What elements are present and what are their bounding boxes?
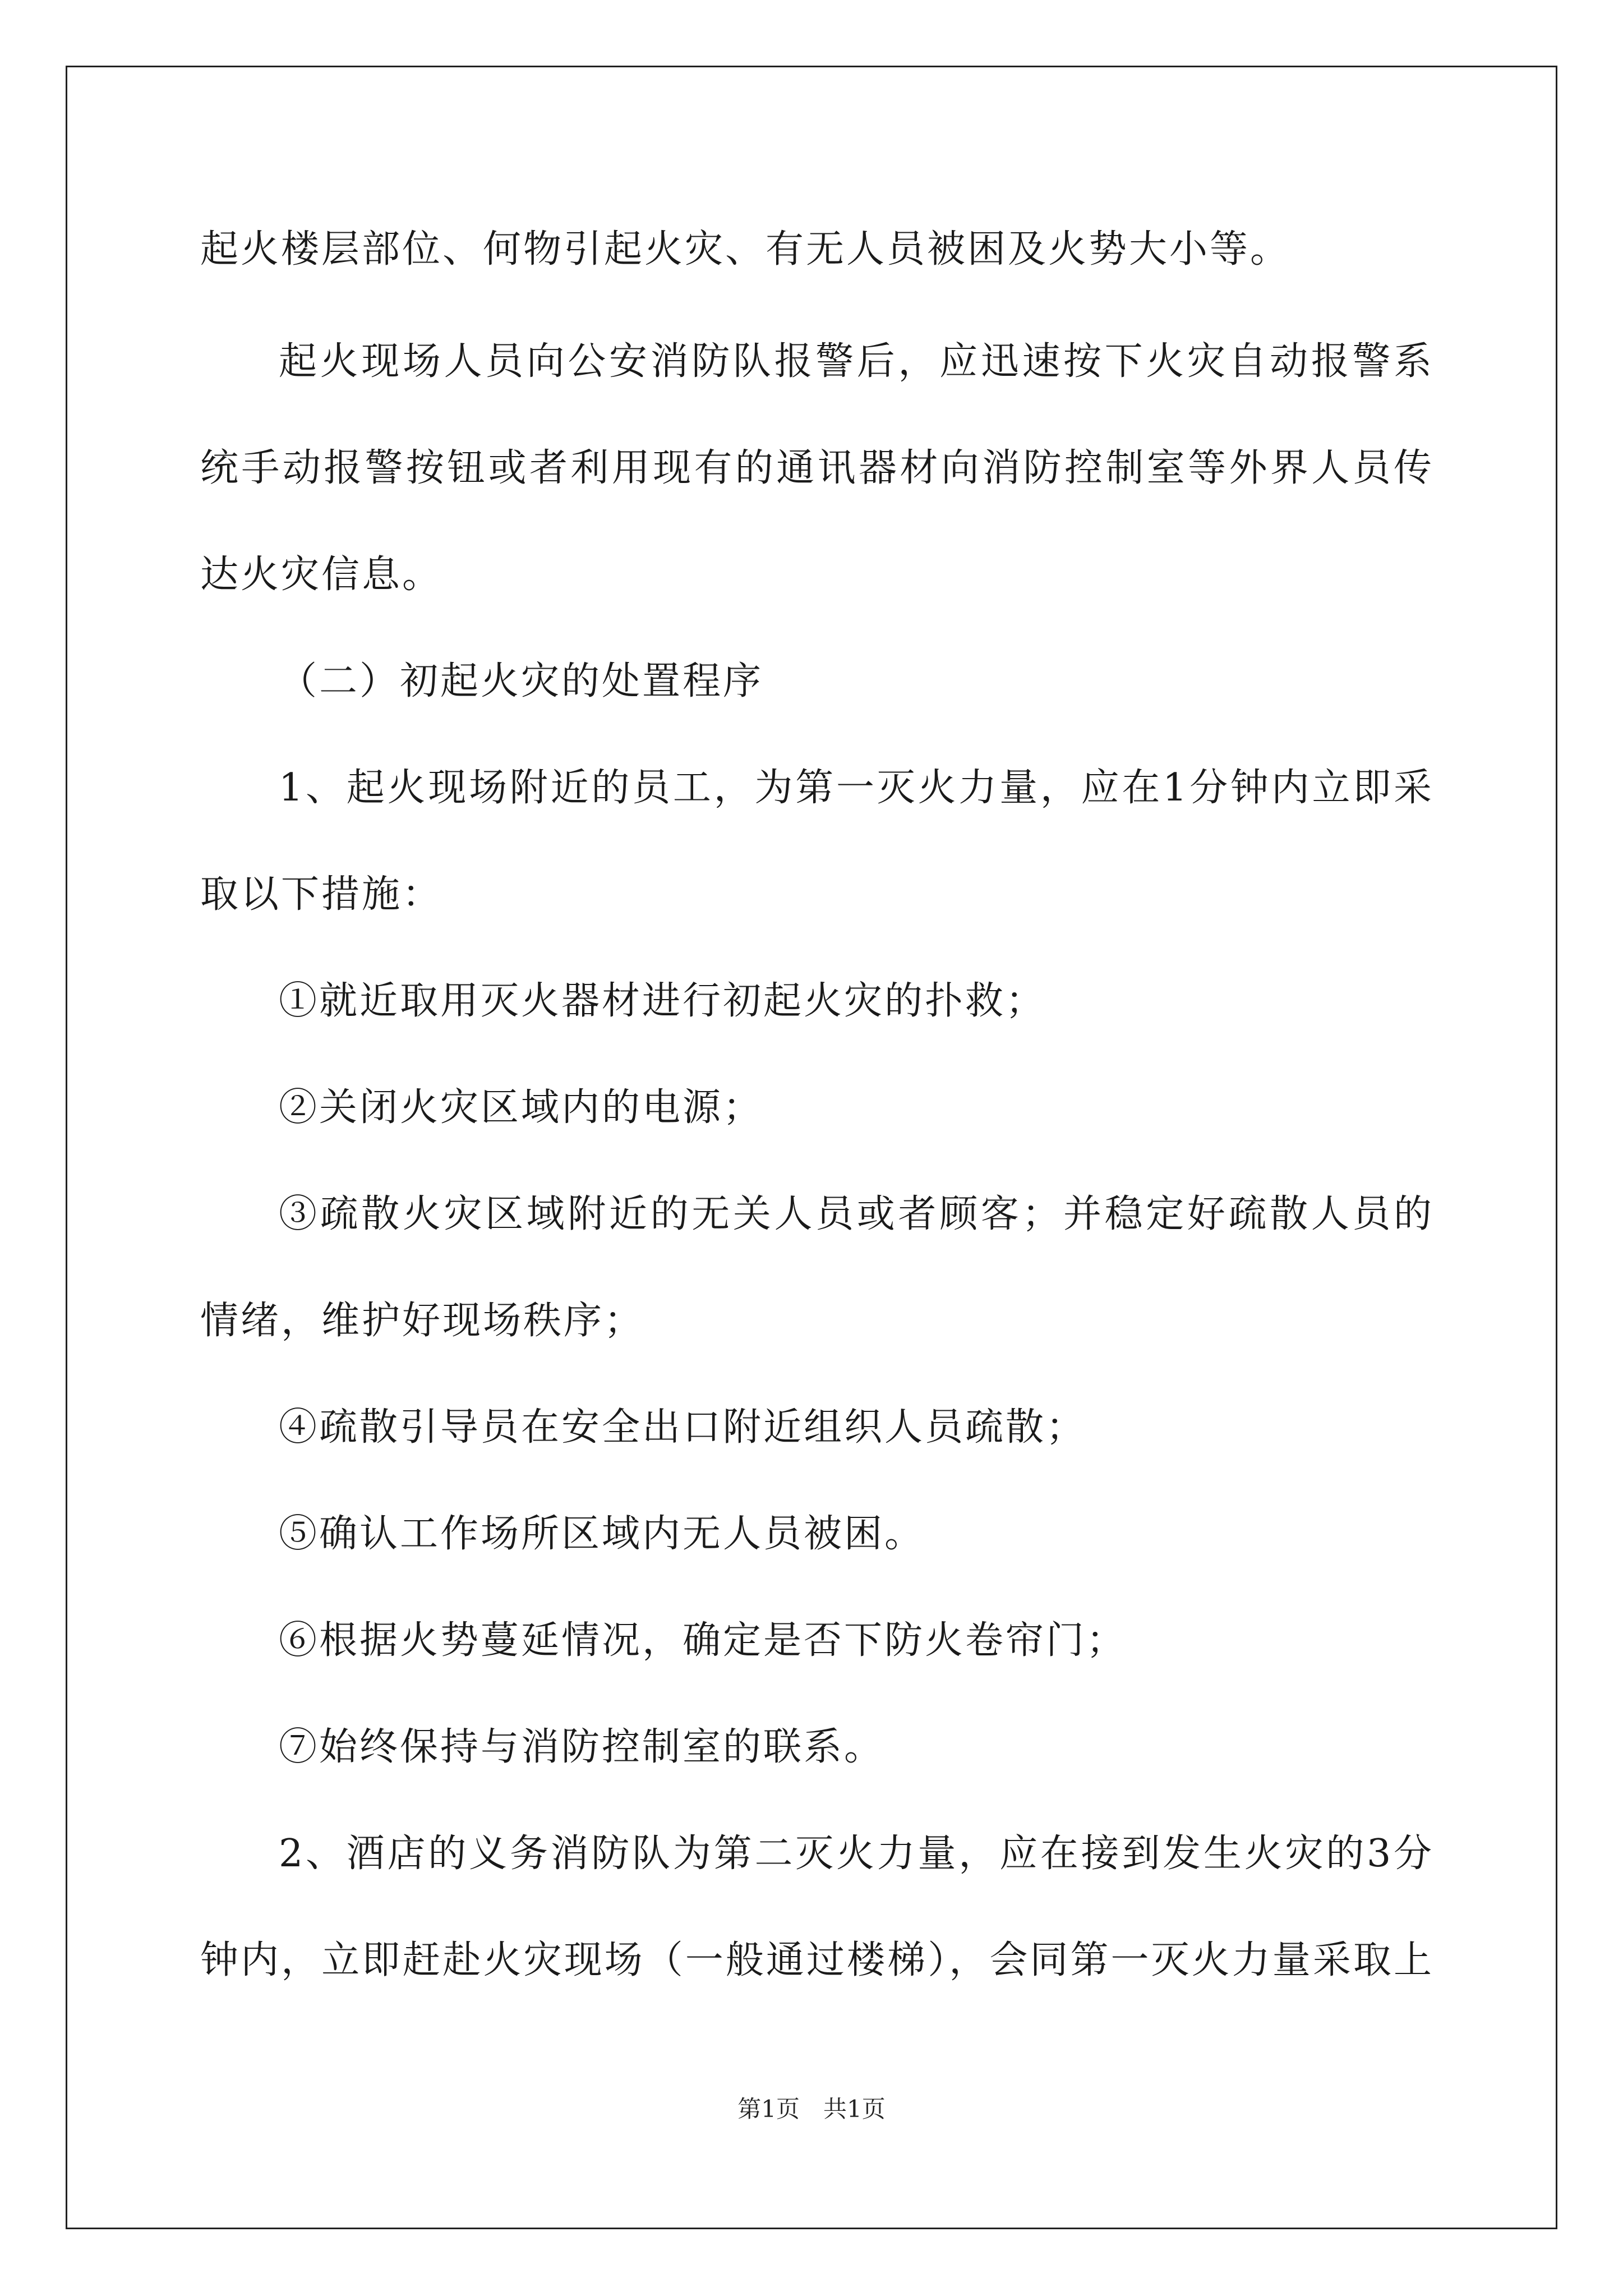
list-item: ①就近取用灭火器材进行初起火灾的扑救； [279, 979, 1046, 1023]
paragraph-line: 2、酒店的义务消防队为第二灭火力量，应在接到发生火灾的3分 [279, 1832, 1434, 1876]
section-heading: （二）初起火灾的处置程序 [279, 659, 764, 703]
text-line: 钟内，立即赶赴火灾现场（一般通过楼梯），会同第一灭火力量采取上 [200, 1938, 1434, 1982]
list-item: ⑤确认工作场所区域内无人员被困。 [279, 1512, 925, 1556]
text-line: 取以下措施： [200, 872, 443, 917]
list-item: ⑦始终保持与消防控制室的联系。 [279, 1725, 885, 1769]
list-item: ②关闭火灾区域内的电源； [279, 1085, 764, 1130]
list-item: ③疏散火灾区域附近的无关人员或者顾客；并稳定好疏散人员的 [279, 1192, 1434, 1236]
text-line: 情绪，维护好现场秩序； [200, 1299, 645, 1343]
text-line: 起火楼层部位、何物引起火灾、有无人员被困及火势大小等。 [200, 227, 1291, 272]
text-line: 统手动报警按钮或者利用现有的通讯器材向消防控制室等外界人员传 [200, 446, 1434, 490]
paragraph-line: 起火现场人员向公安消防队报警后，应迅速按下火灾自动报警系 [279, 339, 1434, 384]
text-line: 达火灾信息。 [200, 553, 443, 597]
page-border [66, 66, 1557, 2229]
list-item: ④疏散引导员在安全出口附近组织人员疏散； [279, 1405, 1087, 1450]
list-item: ⑥根据火势蔓延情况，确定是否下防火卷帘门； [279, 1618, 1127, 1663]
paragraph-line: 1、起火现场附近的员工，为第一灭火力量，应在1分钟内立即采 [279, 766, 1434, 810]
page-number: 第1页 共1页 [737, 2095, 886, 2123]
